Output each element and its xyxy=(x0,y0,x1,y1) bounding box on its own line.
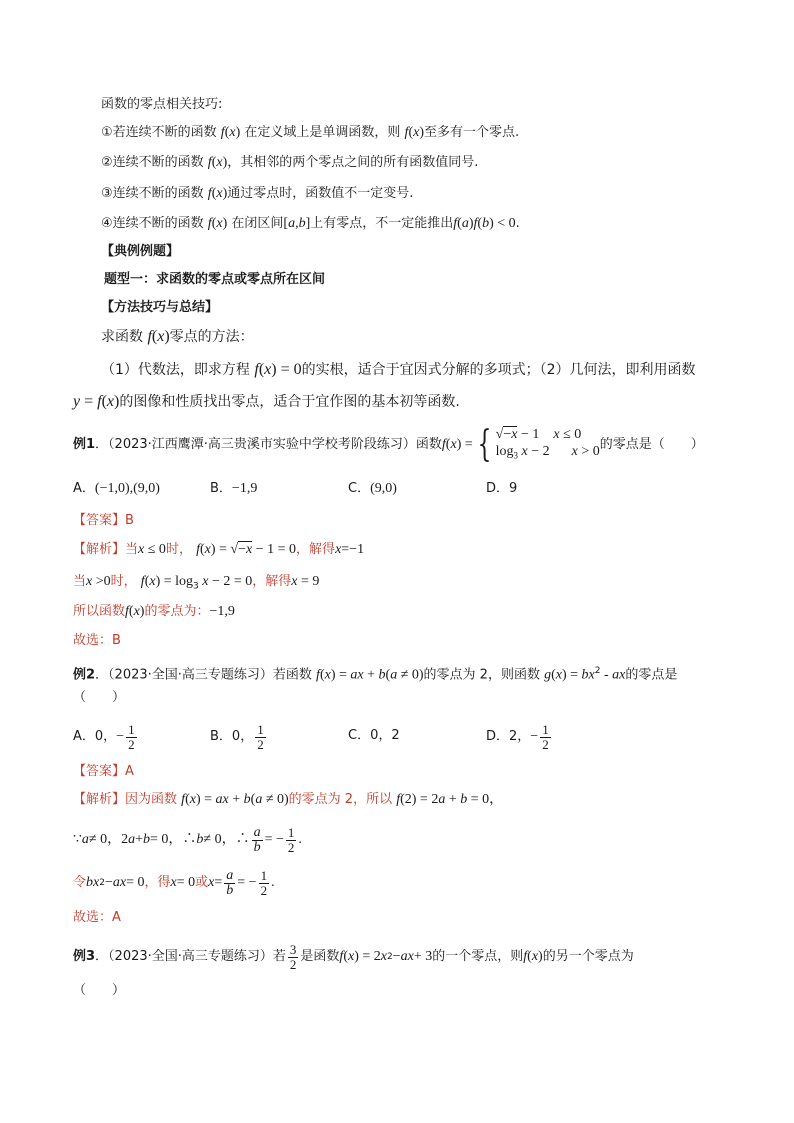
ex1-answer-label: 【答案】 xyxy=(73,513,126,528)
ex1-answer xyxy=(73,512,134,530)
method-intro: 求函数 f(x)零点的方法： xyxy=(101,328,254,345)
ex1-piecewise: { √−x − 1 x ≤ 0 $\log_3 x - 2$ x > 0 xyxy=(477,424,600,465)
tip-4-suffix: . xyxy=(515,216,520,231)
tip-4: ④连续不断的函数 f(x) 在闭区间[a,b]上有零点，不一定能推出f(a)f(b) < 0. xyxy=(101,216,520,231)
ex1-option-a: A．(−1,0),(9,0) xyxy=(73,481,160,496)
ex2-mid: 的零点为 2，则函数 xyxy=(423,667,540,683)
ex3-source: ．（2023·全国·高三专题练习）若 xyxy=(95,949,286,964)
ex2-line3-or: 或 xyxy=(195,875,209,890)
ex2-option-b: B．0， $\frac{1}{2}$ xyxy=(210,721,264,752)
tip-2-suffix: ，其相邻的两个零点之间的所有函数值同号. xyxy=(227,155,479,170)
ex1-conclusion: 故选：B xyxy=(73,633,121,648)
ex2-option-d-label: D．2， xyxy=(486,729,531,744)
ex2-analysis-label: 【解析】 xyxy=(73,792,126,807)
ex2-line1-pre: 因为函数 xyxy=(125,792,178,807)
tip-4-mid2: 上有零点，不一定能推出 xyxy=(310,216,454,231)
method1-pre: （1）代数法，即求方程 xyxy=(101,362,250,378)
ex2-label: 例2 xyxy=(73,667,96,683)
method-line-1: （1）代数法，即求方程 f(x) = 0的实根，适合于宜因式分解的多项式；（2）几何法，即利用函数 xyxy=(101,361,696,378)
ex3-label: 例3 xyxy=(73,949,96,964)
ex1-line1-pre: 当 xyxy=(125,542,139,557)
method-intro-post: 零点的方法： xyxy=(169,329,254,345)
ex1-line2-mid: 时， xyxy=(110,574,137,589)
tip-4-prefix: ④连续不断的函数 xyxy=(101,216,204,231)
method1-post: 的实根，适合于宜因式分解的多项式；（2）几何法，即利用函数 xyxy=(301,362,696,378)
ex2-option-a: A．0， − $\frac{1}{2}$ xyxy=(73,721,135,752)
ex2-answer-value: A xyxy=(125,764,134,779)
ex2-tail: 的零点是 xyxy=(625,667,678,683)
ex2-option-a-label: A．0， xyxy=(73,729,117,744)
ex1-label: 例1 xyxy=(73,437,96,452)
ex3-mid: 是函数 xyxy=(300,949,340,964)
ex1-line1-mid: 时， xyxy=(165,542,192,557)
ex1-line3: 所以函数 xyxy=(73,604,126,619)
tip-1: ①若连续不断的函数 f(x) 在定义域上是单调函数，则 f(x)至多有一个零点. xyxy=(101,125,520,140)
ex2-analysis-2: ∵ a ≠ 0，2 a + b = 0，∴ b ≠ 0，∴ $\frac{a}{b}$ = − $\frac{1}{2}$ . xyxy=(73,824,302,855)
ex2-analysis-3: 令 bx 2 − ax = 0 ，得 x = 0 或 x = $\frac{a}{b}$ = − $\frac{1}{2}$ . xyxy=(73,867,275,898)
tips-heading: 函数的零点相关技巧: xyxy=(101,97,223,112)
ex1-option-a-label: A． xyxy=(73,481,95,496)
ex1-option-c: C．(9,0) xyxy=(348,481,397,496)
tip-2: ②连续不断的函数 f(x)，其相邻的两个零点之间的所有函数值同号. xyxy=(101,155,479,170)
ex3-mid2: 的一个零点，则 xyxy=(432,949,524,964)
ex2-line3-pre: 令 xyxy=(73,875,87,890)
ex1-analysis-label: 【解析】 xyxy=(73,542,126,557)
ex2-question: 例2．（2023·全国·高三专题练习）若函数 f(x) = ax + b(a ≠ 0)的零点为 2，则函数 $g(x) = bx^2$ - ax的零点是 xyxy=(73,666,678,683)
ex1-line2-post: ，解得 xyxy=(252,574,292,589)
ex1-line2-pre: 当 xyxy=(73,574,87,589)
ex2-option-d: D．2， − $\frac{1}{2}$ xyxy=(486,721,549,752)
ex1-option-b-label: B． xyxy=(210,481,232,496)
ex2-line3-mid: ，得 xyxy=(144,875,171,890)
tip-1-mid: 在定义域上是单调函数，则 xyxy=(244,125,401,140)
ex1-question: 例1 ．（2023·江西鹰潭·高三贵溪市实验中学校考阶段练习）函数 f ( x ) = { √−x − 1 x ≤ 0 $\log_3 x - 2$ x > 0 的零点是（ ） xyxy=(73,424,704,465)
ex1-analysis-1: 【解析】当x ≤ 0时， f(x) = √−x − 1 = 0，解得x=−1 xyxy=(73,542,365,557)
ex1-line3-post: 的零点为： xyxy=(144,604,210,619)
tip-2-prefix: ②连续不断的函数 xyxy=(101,155,204,170)
ex1-analysis-3: 所以函数f(x)的零点为：−1,9 xyxy=(73,604,235,619)
ex1-analysis-2: 当x >0时， $f(x) = \log_3 x - 2 = 0$，解得x = 9 xyxy=(73,574,320,592)
ex3-paren: （ ） xyxy=(73,983,126,998)
tip-1-prefix: ①若连续不断的函数 xyxy=(101,125,217,140)
tip-3: ③连续不断的函数 f(x)通过零点时，函数值不一定变号. xyxy=(101,186,414,201)
method2-post: 的图像和性质找出零点，适合于宜作图的基本初等函数. xyxy=(119,394,460,410)
method-line-2: y = f(x)的图像和性质找出零点，适合于宜作图的基本初等函数. xyxy=(73,393,460,410)
ex1-tail: 的零点是（ ） xyxy=(599,437,704,452)
ex1-source: ．（2023·江西鹰潭·高三贵溪市实验中学校考阶段练习）函数 xyxy=(95,437,442,452)
ex1-answer-value: B xyxy=(125,513,134,528)
ex2-conclusion: 故选：A xyxy=(73,910,121,925)
ex3-tail: 的另一个零点为 xyxy=(542,949,634,964)
section-title: 【典例例题】 xyxy=(101,244,180,259)
tip-3-prefix: ③连续不断的函数 xyxy=(101,186,204,201)
ex2-answer-label: 【答案】 xyxy=(73,764,126,779)
method-title: 【方法技巧与总结】 xyxy=(101,300,219,315)
ex1-option-c-label: C． xyxy=(348,481,371,496)
ex2-option-b-label: B．0， xyxy=(210,729,254,744)
ex1-line1-post: ，解得 xyxy=(296,542,336,557)
ex2-source: ．（2023·全国·高三专题练习）若函数 xyxy=(95,667,312,683)
method-intro-pre: 求函数 xyxy=(101,329,143,345)
ex1-option-b: B．−1,9 xyxy=(210,481,258,496)
type-title: 题型一：求函数的零点或零点所在区间 xyxy=(104,272,326,287)
ex1-option-d: D．9 xyxy=(486,481,518,496)
ex2-paren: （ ） xyxy=(73,690,126,705)
ex2-answer xyxy=(73,763,134,781)
ex2-option-c: C．0，2 xyxy=(348,728,400,743)
tip-1-suffix: 至多有一个零点. xyxy=(424,125,520,140)
ex2-line1-mid: 的零点为 2，所以 xyxy=(288,792,393,807)
ex3-question: 例3 ．（2023·全国·高三专题练习）若 $\frac{3}{2}$ 是函数 f ( x ) = 2 x 2 − ax + 3 的一个零点，则 f ( x ) 的另一个零点为 xyxy=(73,941,634,972)
ex2-analysis-1: 【解析】因为函数 f(x) = ax + b(a ≠ 0)的零点为 2，所以 f(2) = 2a + b = 0， xyxy=(73,792,504,807)
tip-4-mid: 在闭区间 xyxy=(231,216,284,231)
tip-3-suffix: 通过零点时，函数值不一定变号. xyxy=(227,186,414,201)
